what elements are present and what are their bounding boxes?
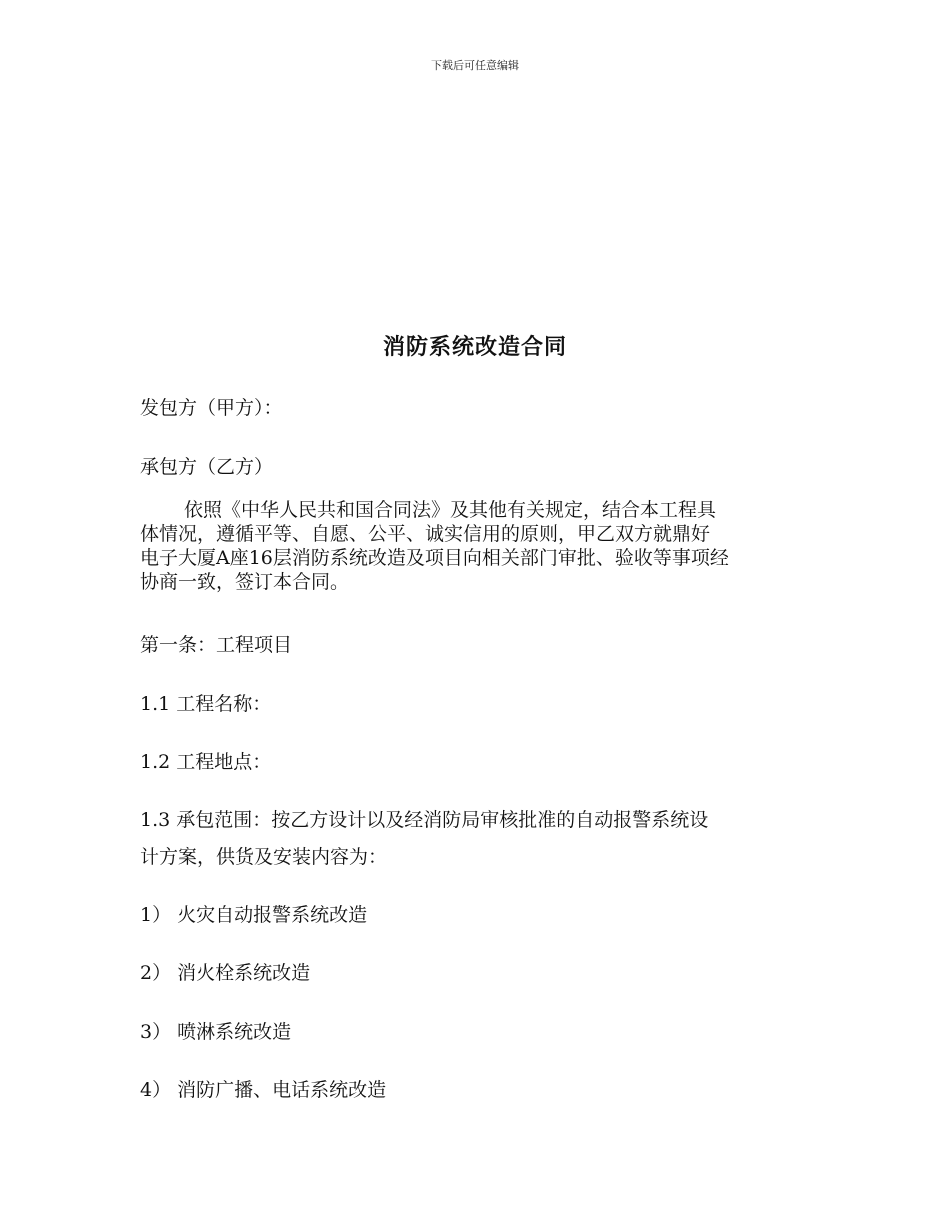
intro-line-3: 电子大厦A座16层消防系统改造及项目向相关部门审批、验收等事项经: [140, 547, 729, 569]
list-item: 1） 火灾自动报警系统改造: [140, 904, 368, 926]
list-item: 2） 消火栓系统改造: [140, 962, 311, 984]
intro-paragraph: [140, 498, 810, 594]
party-b-line: 承包方（乙方）: [140, 456, 274, 478]
item-1-1-project-name: 1.1 工程名称：: [140, 693, 272, 715]
intro-line-4: 协商一致，签订本合同。: [140, 571, 350, 593]
item-1-2-project-location: 1.2 工程地点：: [140, 751, 272, 773]
item-1-3-scope-line-1: 1.3 承包范围：按乙方设计以及经消防局审核批准的自动报警系统设: [140, 809, 709, 831]
item-1-3-scope-line-2: 计方案，供货及安装内容为：: [140, 846, 388, 868]
list-item: 3） 喷淋系统改造: [140, 1021, 292, 1043]
intro-line-1: 依照《中华人民共和国合同法》及其他有关规定，结合本工程具: [184, 499, 717, 521]
party-a-line: 发包方（甲方）：: [140, 397, 283, 419]
intro-line-2: 体情况，遵循平等、自愿、公平、诚实信用的原则，甲乙双方就鼎好: [140, 523, 711, 545]
list-item: 4） 消防广播、电话系统改造: [140, 1079, 387, 1101]
header-note: 下载后可任意编辑: [431, 59, 519, 72]
article-1-heading: 第一条：工程项目: [140, 634, 293, 656]
document-title: 消防系统改造合同: [382, 335, 567, 360]
